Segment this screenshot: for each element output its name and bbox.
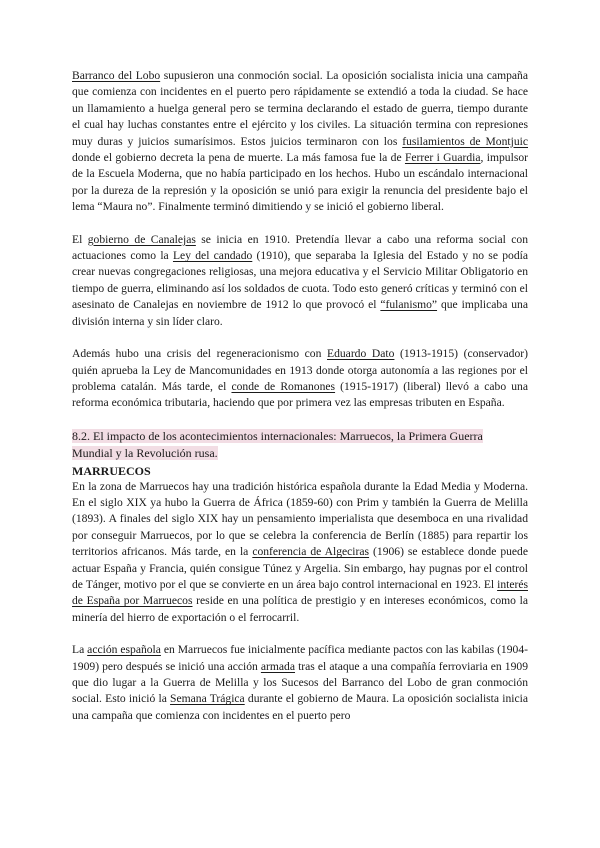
link-interes-espana-marruecos[interactable]: interés de España por Marruecos bbox=[72, 577, 528, 608]
paragraph-marruecos: En la zona de Marruecos hay una tradición histórica española durante la Edad Media y Moderna. En el siglo XIX ya hubo la Guerra de África (1859-60) con Prim y también la Guerra de Melilla (1893). A finales del siglo XIX hay un pensamiento imperialista que desemboca en una rivalidad por conseguir Marruecos, por lo que se celebra la conferencia de Berlín (1885) para repartir los territorios africanos. Más tarde, en la conferencia de Algeciras (1906) se establece donde puede actuar España y Francia, quién consigue Túnez y Argelia. Sin embargo, hay pugnas por el control de Tánger, motivo por el que se convierte en un área bajo control internacional en 1923. El interés de España por Marruecos reside en una política de prestigio y en intereses económicos, como la minería del hierro de exportación o el ferrocarril. bbox=[72, 479, 529, 624]
link-accion-espanola[interactable]: acción española bbox=[87, 643, 161, 657]
link-eduardo-dato[interactable]: Eduardo Dato bbox=[327, 347, 395, 361]
link-conferencia-algeciras[interactable]: conferencia de Algeciras bbox=[252, 545, 370, 559]
link-semana-tragica[interactable]: Semana Trágica bbox=[170, 692, 245, 706]
section-heading-line-1: 8.2. El impacto de los acontecimientos internacionales: Marruecos, la Primera Guerra bbox=[72, 428, 483, 443]
paragraph-accion-espanola: La acción española en Marruecos fue inicialmente pacífica mediante pactos con las kabilas (1904-1909) pero después se inició una acción armada tras el ataque a una compañía ferroviaria en 1909 que dio lugar a la Guerra de Melilla y los Sucesos del Barranco del Lobo de gran conmoción social. Esto inició la Semana Trágica durante el gobierno de Maura. La oposición socialista inicia una campaña que comienza con incidentes en el puerto pero bbox=[72, 643, 528, 722]
link-barranco-del-lobo[interactable]: Barranco del Lobo bbox=[72, 69, 161, 82]
subheading-marruecos: MARRUECOS bbox=[72, 463, 151, 478]
link-ley-del-candado[interactable]: Ley del candado bbox=[172, 249, 253, 263]
document-page bbox=[72, 68, 528, 724]
section-heading-line-2: Mundial y la Revolución rusa. bbox=[72, 446, 218, 461]
paragraph-dato: Además hubo una crisis del regeneracionismo con Eduardo Dato (1913-1915) (conservador) quién aprueba la Ley de Mancomunidades en 1913 donde otorga autonomía a las regiones por el problema catalán. Más tarde, el conde de Romanones (1915-1917) (liberal) llevó a cabo una reforma económica tributaria, haciendo que por primera vez las empresas tributen en España. bbox=[72, 347, 528, 410]
link-armada[interactable]: armada bbox=[260, 659, 296, 673]
link-gobierno-canalejas[interactable]: gobierno de Canalejas bbox=[87, 232, 196, 246]
link-fulanismo[interactable]: “fulanismo” bbox=[380, 298, 438, 312]
link-ferrer-i-guardia[interactable]: Ferrer i Guardia bbox=[404, 151, 481, 165]
paragraph-canalejas: El gobierno de Canalejas se inicia en 1910. Pretendía llevar a cabo una reforma social con actuaciones como la Ley del candado (1910), que separaba la Iglesia del Estado y no se podía crear nuevas congregaciones religiosas, una mejora educativa y el Servicio Militar Obligatorio en tiempo de guerra, eliminando así los soldados de cuota. Todo esto generó críticas y terminó con el asesinato de Canalejas en noviembre de 1912 lo que provocó el “fulanismo” que implicaba una división interna y sin líder claro. bbox=[72, 232, 528, 328]
link-conde-romanones[interactable]: conde de Romanones bbox=[231, 379, 336, 393]
paragraph-barranco: Barranco del Lobo supusieron una conmoción social. La oposición socialista inicia una campaña que comienza con incidentes en el puerto pero rápidamente se extendió a toda la ciudad. Se hace un llamamiento a huelga general pero se termina declarando el estado de guerra, tiempo durante el cual hay luchas constantes entre el ejército y los civiles. La situación termina con represiones muy duras y juicios sumarísimos. Estos juicios terminaron con los fusilamientos de Montjuic donde el gobierno decreta la pena de muerte. La más famosa fue la de Ferrer i Guardia, impulsor de la Escuela Moderna, que no había participado en los hechos. Hubo un escándalo internacional por la dureza de la represión y la oposición se unió para exigir la renuncia del presidente bajo el lema “Maura no”. Finalmente terminó dimitiendo y se inició el gobierno liberal. bbox=[72, 69, 528, 214]
link-fusilamientos-montjuic[interactable]: fusilamientos de Montjuic bbox=[402, 134, 528, 148]
section-heading bbox=[72, 428, 528, 463]
